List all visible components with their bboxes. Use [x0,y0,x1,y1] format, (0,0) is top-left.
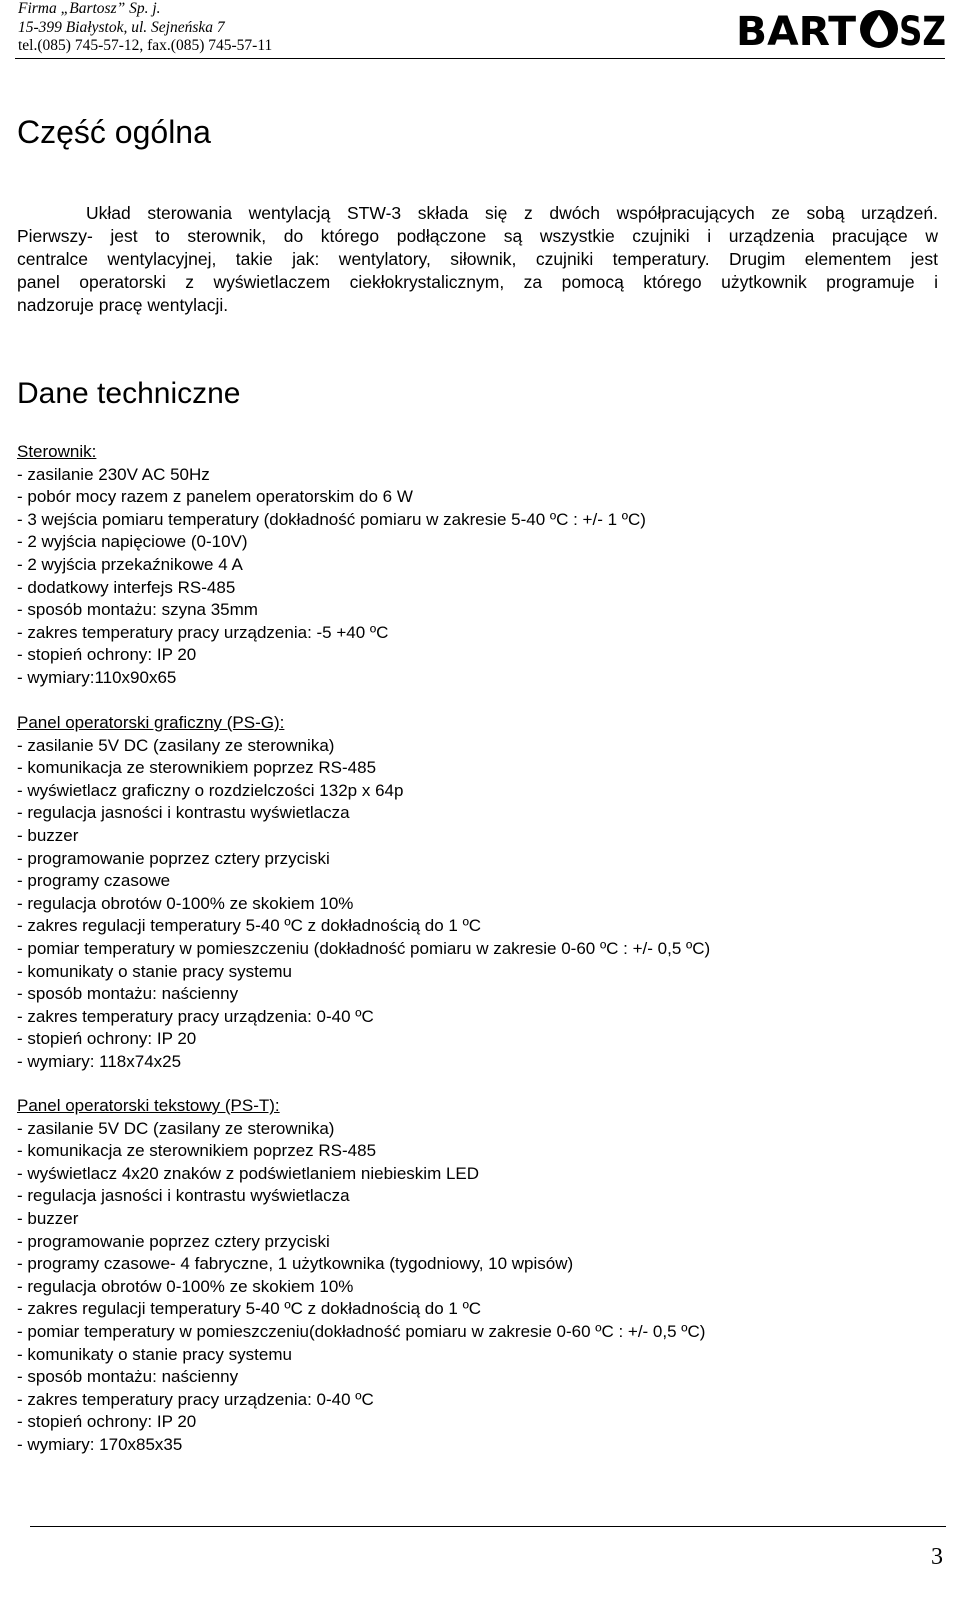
controller-title: Sterownik: [17,442,97,461]
panel-text-title: Panel operatorski tekstowy (PS-T): [17,1096,280,1115]
company-name: Firma „Bartosz” Sp. j. [18,0,161,17]
spec-item: - pobór mocy razem z panelem operatorskim do 6 W [17,487,413,507]
logo-drop-icon [860,10,898,48]
spec-item: - stopień ochrony: IP 20 [17,1412,197,1432]
spec-item: - sposób montażu: szyna 35mm [17,600,258,620]
logo-text-left: BART [736,9,857,55]
paragraph-line: Pierwszy- jest to sterownik, do którego podłączone są wszystkie czujniki i urządzenia pracujące w [17,226,938,246]
spec-item: - komunikaty o stanie pracy systemu [17,961,292,981]
spec-item: - 2 wyjścia napięciowe (0-10V) [17,532,248,552]
spec-item: - programowanie poprzez cztery przyciski [17,848,330,868]
spec-item: - buzzer [17,825,79,845]
spec-item: - pomiar temperatury w pomieszczeniu (dokładność pomiaru w zakresie 0-60 ºC : +/- 0,5 ºC) [17,938,711,958]
spec-item: - programy czasowe- 4 fabryczne, 1 użytkownika (tygodniowy, 10 wpisów) [17,1254,574,1274]
controller-spec-list [17,464,646,690]
spec-item: - wymiary:110x90x65 [17,667,177,687]
section-title-general: Część ogólna [17,114,211,150]
spec-item: - programowanie poprzez cztery przyciski [17,1231,330,1251]
panel-graphic-title: Panel operatorski graficzny (PS-G): [17,713,285,732]
spec-item: - zasilanie 230V AC 50Hz [17,464,210,484]
spec-item: - zasilanie 5V DC (zasilany ze sterownika) [17,735,335,755]
company-address: 15-399 Białystok, ul. Sejneńska 7 [18,18,225,36]
general-paragraph [17,202,938,317]
paragraph-line: panel operatorski z wyświetlaczem ciekłokrystalicznym, za pomocą którego użytkownik programuje i [17,272,938,292]
spec-item: - regulacja obrotów 0-100% ze skokiem 10% [17,1276,354,1296]
spec-item: - wyświetlacz 4x20 znaków z podświetlaniem niebieskim LED [17,1163,480,1183]
page-header [0,0,960,60]
paragraph-line: centralce wentylacyjnej, takie jak: wentylatory, siłownik, czujniki temperatury. Drugim elementem jest [17,249,938,269]
panel-text-spec-list [17,1118,705,1457]
spec-item: - buzzer [17,1208,79,1228]
panel-graphic-spec-list [17,735,710,1074]
spec-item: - regulacja obrotów 0-100% ze skokiem 10% [17,893,354,913]
spec-item: - wymiary: 170x85x35 [17,1434,183,1454]
spec-item: - komunikacja ze sterownikiem poprzez RS-485 [17,1141,377,1161]
spec-item: - zakres regulacji temperatury 5-40 ºC z dokładnością do 1 ºC [17,916,482,936]
spec-item: - zakres temperatury pracy urządzenia: 0-40 ºC [17,1389,374,1409]
spec-item: - wyświetlacz graficzny o rozdzielczości 132p x 64p [17,780,404,800]
footer-divider [30,1526,946,1527]
spec-item: - regulacja jasności i kontrastu wyświetlacza [17,1186,350,1206]
controller-specs [17,441,646,690]
spec-item: - programy czasowe [17,871,171,891]
spec-item: - sposób montażu: naścienny [17,984,239,1004]
logo-text-right: SZ [899,9,946,55]
spec-item: - wymiary: 118x74x25 [17,1051,182,1071]
spec-item: - zakres temperatury pracy urządzenia: 0-40 ºC [17,1006,374,1026]
spec-item: - zakres regulacji temperatury 5-40 ºC z dokładnością do 1 ºC [17,1299,482,1319]
company-phone: tel.(085) 745-57-12, fax.(085) 745-57-11 [18,37,273,54]
spec-item: - komunikacja ze sterownikiem poprzez RS-485 [17,758,377,778]
bartosz-logo [736,6,946,55]
spec-item: - dodatkowy interfejs RS-485 [17,577,236,597]
page-number: 3 [931,1544,943,1570]
company-info [18,0,272,56]
paragraph-line: nadzoruje pracę wentylacji. [17,295,229,315]
spec-item: - komunikaty o stanie pracy systemu [17,1344,292,1364]
spec-item: - stopień ochrony: IP 20 [17,645,197,665]
spec-item: - 3 wejścia pomiaru temperatury (dokładność pomiaru w zakresie 5-40 ºC : +/- 1 ºC) [17,509,646,529]
spec-item: - zasilanie 5V DC (zasilany ze sterownika) [17,1118,335,1138]
paragraph-line: Układ sterowania wentylacją STW-3 składa się z dwóch współpracujących ze sobą urządzeń. [86,203,938,223]
spec-item: - zakres temperatury pracy urządzenia: -5 +40 ºC [17,622,389,642]
panel-text-specs [17,1095,705,1457]
spec-item: - 2 wyjścia przekaźnikowe 4 A [17,554,243,574]
panel-graphic-specs [17,712,710,1074]
spec-item: - stopień ochrony: IP 20 [17,1029,197,1049]
section-title-technical: Dane techniczne [17,377,241,410]
header-divider [15,58,945,59]
spec-item: - sposób montażu: naścienny [17,1367,239,1387]
spec-item: - pomiar temperatury w pomieszczeniu(dokładność pomiaru w zakresie 0-60 ºC : +/- 0,5 ºC) [17,1321,706,1341]
spec-item: - regulacja jasności i kontrastu wyświetlacza [17,803,350,823]
